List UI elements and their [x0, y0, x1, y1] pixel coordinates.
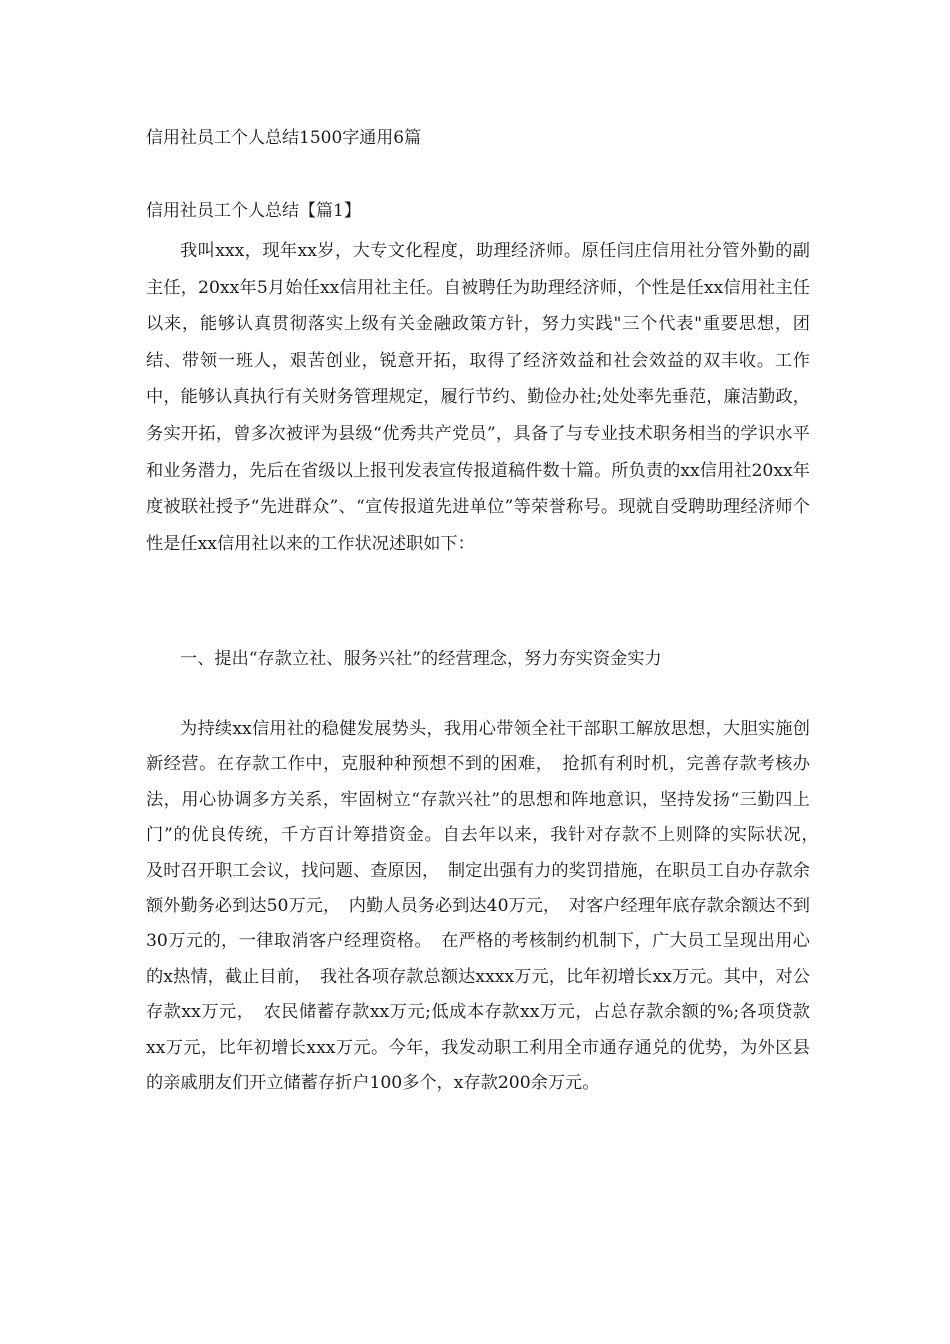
subheading: 一、提出“存款立社、服务兴社”的经营理念，努力夯实资金实力: [180, 649, 662, 669]
body-paragraph: 我叫xxx，现年xx岁，大专文化程度，助理经济师。原任闫庄信用社分管外勤的副主任，20xx年5月始任xx信用社主任。自被聘任为助理经济师，个性是任xx信用社主任以来，能够认真贯彻落实上级有关金融政策方针，努力实践"三个代表"重要思想，团结、带领一班人，艰苦创业，锐意开拓，取得了经济效益和社会效益的双丰收。工作中，能够认真执行有关财务管理规定，履行节约、勤俭办社;处处率先垂范，廉洁勤政，务实开拓，曾多次被评为县级“优秀共产党员”，具备了与专业技术职务相当的学识水平和业务潜力，先后在省级以上报刊发表宣传报道稿件数十篇。所负责的xx信用社20xx年度被联社授予“先进群众”、“宣传报道先进单位”等荣誉称号。现就自受聘助理经济师个性是任xx信用社以来的工作状况述职如下：: [146, 241, 810, 554]
document-title: 信用社员工个人总结1500字通用6篇: [146, 128, 422, 148]
body-paragraph: 为持续xx信用社的稳健发展势头，我用心带领全社干部职工解放思想，大胆实施创新经营。在存款工作中，克服种种预想不到的困难， 抢抓有利时机，完善存款考核办法，用心协调多方关系，牢固树立“存款兴社”的思想和阵地意识，坚持发扬“三勤四上门”的优良传统，千方百计筹措资金。自去年以来，我针对存款不上则降的实际状况， 及时召开职工会议，找问题、查原因， 制定出强有力的奖罚措施，在职员工自办存款余额外勤务必到达50万元， 内勤人员务必到达40万元， 对客户经理年底存款余额达不到30万元的，一律取消客户经理资格。 在严格的考核制约机制下，广大员工呈现出用心的x热情，截止目前， 我社各项存款总额达xxxx万元，比年初增长xx万元。其中，对公存款xx万元， 农民储蓄存款xx万元;低成本存款xx万元，占总存款余额的%;各项贷款xx万元，比年初增长xxx万元。今年，我发动职工利用全市通存通兑的优势，为外区县的亲戚朋友们开立储蓄存折户100多个，x存款200余万元。: [146, 719, 828, 1094]
section-heading: 信用社员工个人总结【篇1】: [146, 201, 361, 221]
